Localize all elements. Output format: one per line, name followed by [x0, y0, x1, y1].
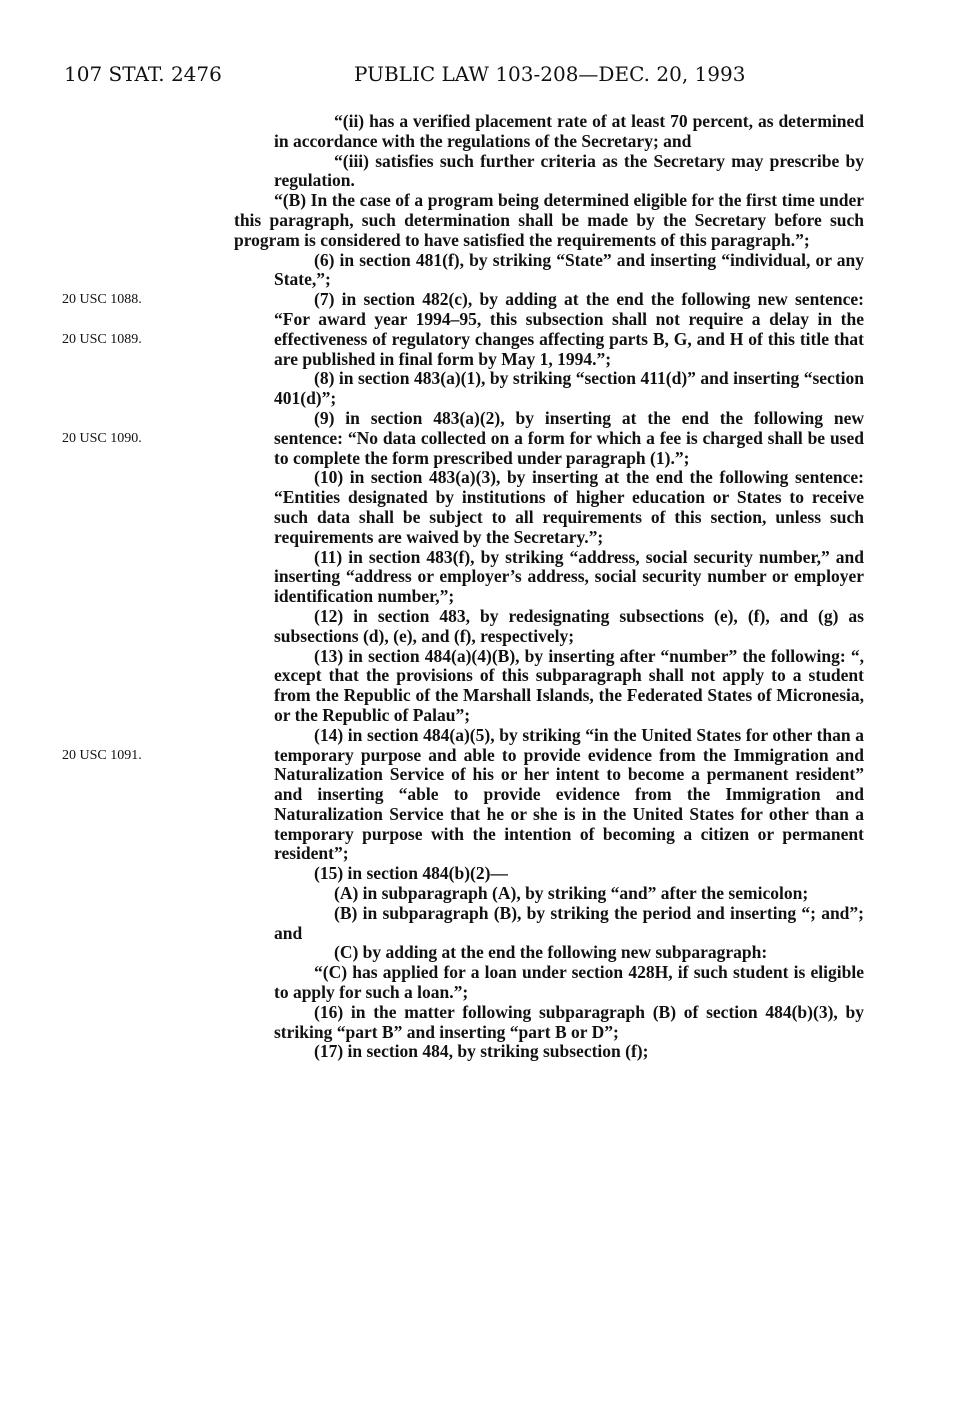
margin-note: 20 USC 1091. — [62, 748, 142, 763]
page-header — [64, 62, 864, 94]
margin-note: 20 USC 1088. — [62, 292, 142, 307]
margin-note: 20 USC 1089. — [62, 332, 142, 347]
paragraph: (17) in section 484, by striking subsection (f); — [314, 1041, 649, 1062]
paragraph: “(B) In the case of a program being determined eligible for the first time under this paragraph, such determination shall be made by the Secretary before such program is considered to have satisfied the requirements of this paragraph.”; — [234, 190, 864, 250]
paragraph: (12) in section 483, by redesignating subsections (e), (f), and (g) as subsections (d), (e), and (f), respectively; — [274, 605, 864, 646]
paragraph: (13) in section 484(a)(4)(B), by inserting after “number” the following: “, except that the provisions of this subparagraph shall not apply to a student from the Republic of the Marshall Islands, the Federated States of Micronesia, or the Republic of Palau”; — [274, 645, 864, 725]
running-title: PUBLIC LAW 103-208—DEC. 20, 1993 — [354, 62, 746, 86]
paragraph: (6) in section 481(f), by striking “State” and inserting “individual, or any State,”; — [274, 249, 864, 290]
stat-page-number: 107 STAT. 2476 — [64, 62, 222, 86]
paragraph: (C) by adding at the end the following new subparagraph: — [334, 942, 768, 963]
paragraph: (14) in section 484(a)(5), by striking “in the United States for other than a temporary purpose and able to provide evidence from the Immigration and Naturalization Service of his or her intent to become a permanent resident” and inserting “able to provide evidence from the Immigration and Naturalization Service that he or she is in the United States for other than a temporary purpose with the intention of becoming a citizen or permanent resident”; — [274, 724, 864, 864]
paragraph: (11) in section 483(f), by striking “address, social security number,” and inserting “address or employer’s address, social security number or employer identification number,”; — [274, 546, 864, 607]
paragraph: “(iii) satisfies such further criteria as the Secretary may prescribe by regulation. — [274, 150, 864, 191]
paragraph: “(ii) has a verified placement rate of at least 70 percent, as determined in accordance with the regulations of the Secretary; and — [274, 111, 864, 151]
paragraph: (10) in section 483(a)(3), by inserting at the end the following sentence: “Entities designated by institutions of higher education or States to receive such data shall be subject to all requirements of this section, unless such requirements are waived by the Secretary.”; — [274, 467, 864, 547]
margin-note: 20 USC 1090. — [62, 431, 142, 446]
paragraph: (A) in subparagraph (A), by striking “and” after the semicolon; — [334, 883, 809, 904]
statute-text — [234, 112, 864, 1062]
paragraph: (9) in section 483(a)(2), by inserting at the end the following new sentence: “No data collected on a form for which a fee is charged shall be used to complete the form prescribed under paragraph (1).”; — [274, 407, 864, 468]
paragraph: (8) in section 483(a)(1), by striking “section 411(d)” and inserting “section 401(d)”; — [274, 368, 864, 409]
paragraph: (B) in subparagraph (B), by striking the period and inserting “; and”; and — [274, 902, 864, 943]
paragraph: (7) in section 482(c), by adding at the end the following new sentence: “For award year 1994–95, this subsection shall not require a delay in the effectiveness of regulatory changes affecting parts B, G, and H of this title that are published in final form by May 1, 1994.”; — [274, 289, 864, 369]
paragraph: “(C) has applied for a loan under section 428H, if such student is eligible to apply for such a loan.”; — [274, 962, 864, 1003]
paragraph: (15) in section 484(b)(2)— — [314, 863, 508, 884]
paragraph: (16) in the matter following subparagraph (B) of section 484(b)(3), by striking “part B” and inserting “part B or D”; — [274, 1001, 864, 1042]
